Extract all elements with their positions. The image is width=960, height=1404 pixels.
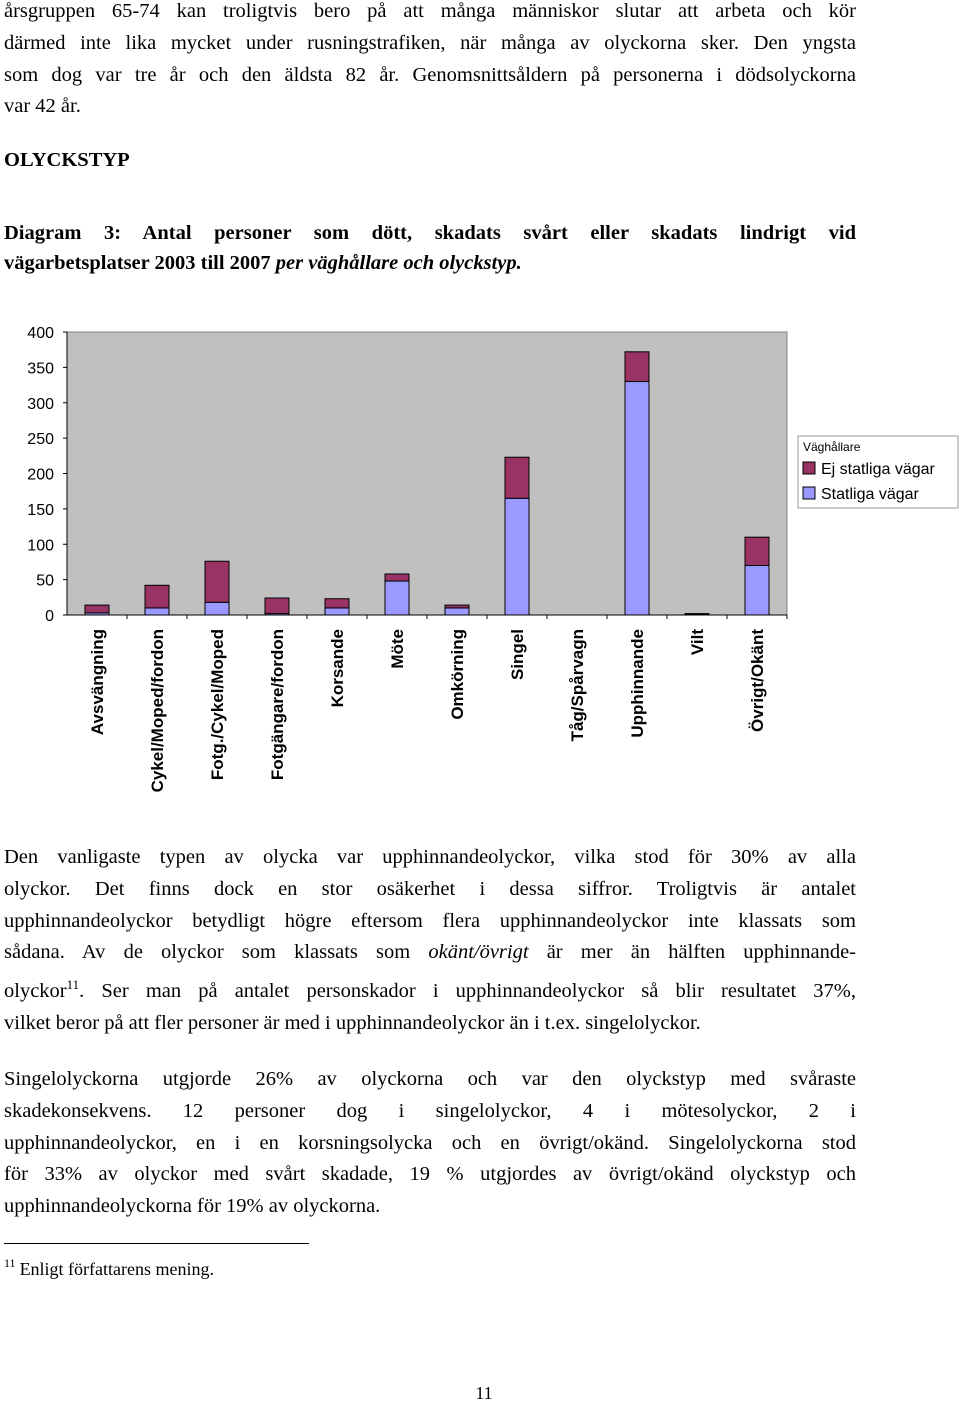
bar-segment xyxy=(625,382,649,615)
legend-label: Statliga vägar xyxy=(821,486,919,503)
y-tick-label: 300 xyxy=(27,395,54,413)
bar-segment xyxy=(385,581,409,615)
body-line: för 33% av olyckor med svårt skadade, 19 % utgjordes av övrigt/okänd olyckstyp och xyxy=(4,1163,856,1186)
y-tick-label: 50 xyxy=(36,572,54,590)
intro-line: årsgruppen 65-74 kan troligtvis bero på att många människor slutar att arbeta och kör xyxy=(4,0,856,22)
footnote-divider xyxy=(4,1243,309,1244)
body-text: olyckor xyxy=(4,980,67,1003)
body-line: Singelolyckorna utgjorde 26% av olyckorna och var den olyckstyp med svåraste xyxy=(4,1068,856,1090)
body-text: är mer än hälften upphinnande- xyxy=(528,941,857,964)
bar-segment xyxy=(445,605,469,608)
body-line: skadekonsekvens. 12 personer dog i singelolyckor, 4 i mötesolyckor, 2 i xyxy=(4,1099,856,1122)
bar-segment xyxy=(505,457,529,498)
x-tick-label: Möte xyxy=(388,629,407,669)
x-tick-label: Singel xyxy=(508,629,527,681)
footnote-text: Enligt författarens mening. xyxy=(19,1259,215,1279)
footnote xyxy=(4,1256,214,1280)
x-tick-label: Avsvängning xyxy=(88,629,107,736)
body-line: Den vanligaste typen av olycka var upphinnandeolyckor, vilka stod för 30% av alla xyxy=(4,846,856,868)
y-tick-label: 100 xyxy=(27,537,54,555)
x-tick-label: Tåg/Spårvagn xyxy=(568,629,587,742)
stacked-bar-chart xyxy=(0,318,960,830)
bar-segment xyxy=(385,574,409,581)
caption-text: vägarbetsplatser 2003 till 2007 xyxy=(4,252,276,274)
x-tick-label: Fotg./Cykel/Moped xyxy=(208,629,227,781)
footnote-number: 11 xyxy=(4,1256,16,1270)
y-tick-label: 350 xyxy=(27,360,54,378)
x-tick-label: Cykel/Moped/fordon xyxy=(148,629,167,793)
bar-segment xyxy=(205,602,229,615)
body-paragraph-2 xyxy=(4,1064,856,1223)
bar-segment xyxy=(685,614,709,615)
body-italic: okänt/övrigt xyxy=(428,941,529,964)
x-tick-label: Omkörning xyxy=(448,629,467,720)
intro-line: som dog var tre år och den äldsta 82 år. Genomsnittsåldern på personerna i dödsolyckorna xyxy=(4,63,856,86)
x-tick-label: Fotgängare/fordon xyxy=(268,629,287,781)
body-text: . Ser man på antalet personskador i upphinnandeolyckor så blir resultatet 37%, xyxy=(79,980,856,1003)
x-tick-label: Upphinnande xyxy=(628,629,647,738)
body-line xyxy=(4,969,856,1008)
bar-segment xyxy=(505,498,529,615)
intro-paragraph xyxy=(4,0,856,123)
body-line: vilket beror på att fler personer är med i upphinnandeolyckor än i t.ex. singelolyckor. xyxy=(4,1011,701,1034)
bar-segment xyxy=(85,605,109,613)
y-tick-label: 0 xyxy=(45,608,54,625)
bar-segment xyxy=(205,561,229,602)
y-tick-label: 400 xyxy=(27,325,54,342)
legend-swatch xyxy=(803,487,815,499)
bar-segment xyxy=(325,599,349,608)
y-tick-label: 200 xyxy=(27,466,54,484)
bar-segment xyxy=(625,352,649,382)
bar-segment xyxy=(325,608,349,615)
bar-segment xyxy=(265,598,289,614)
page-number: 11 xyxy=(475,1383,493,1403)
body-line: olyckor. Det finns dock en stor osäkerhet i dessa siffror. Troligtvis är antalet xyxy=(4,877,856,900)
x-tick-label: Övrigt/Okänt xyxy=(748,629,767,732)
intro-line: därmed inte lika mycket under rusningstrafiken, när många av olyckorna sker. Den yngsta xyxy=(4,31,856,54)
body-text: sådana. Av de olyckor som klassats som xyxy=(4,941,429,964)
section-heading: OLYCKSTYP xyxy=(4,149,130,171)
legend-label: Ej statliga vägar xyxy=(821,461,935,478)
plot-area xyxy=(67,332,787,615)
legend-swatch xyxy=(803,462,815,474)
y-tick-label: 150 xyxy=(27,501,54,519)
body-line: upphinnandeolyckorna för 19% av olyckorna. xyxy=(4,1195,381,1218)
bar-segment xyxy=(145,585,169,608)
body-line: upphinnandeolyckor, en i en korsningsolycka och en övrigt/okänd. Singelolyckorna stod xyxy=(4,1131,856,1154)
footnote-ref: 11 xyxy=(66,977,80,993)
diagram-caption xyxy=(4,218,856,278)
x-tick-label: Vilt xyxy=(688,629,707,656)
caption-line xyxy=(4,248,856,278)
x-tick-label: Korsande xyxy=(328,629,347,708)
bar-segment xyxy=(745,537,769,565)
bar-segment xyxy=(145,608,169,615)
y-tick-label: 250 xyxy=(27,431,54,449)
body-line xyxy=(4,937,856,969)
caption-line: Diagram 3: Antal personer som dött, skadats svårt eller skadats lindrigt vid xyxy=(4,222,856,244)
caption-italic: per väghållare och olyckstyp. xyxy=(275,252,522,274)
body-line: upphinnandeolyckor betydligt högre eftersom flera upphinnandeolyckor inte klassats som xyxy=(4,909,856,932)
legend-title: Väghållare xyxy=(803,440,861,454)
body-paragraph-1 xyxy=(4,842,856,1040)
bar-segment xyxy=(445,608,469,615)
bar-segment xyxy=(745,565,769,615)
intro-line: var 42 år. xyxy=(4,95,81,118)
